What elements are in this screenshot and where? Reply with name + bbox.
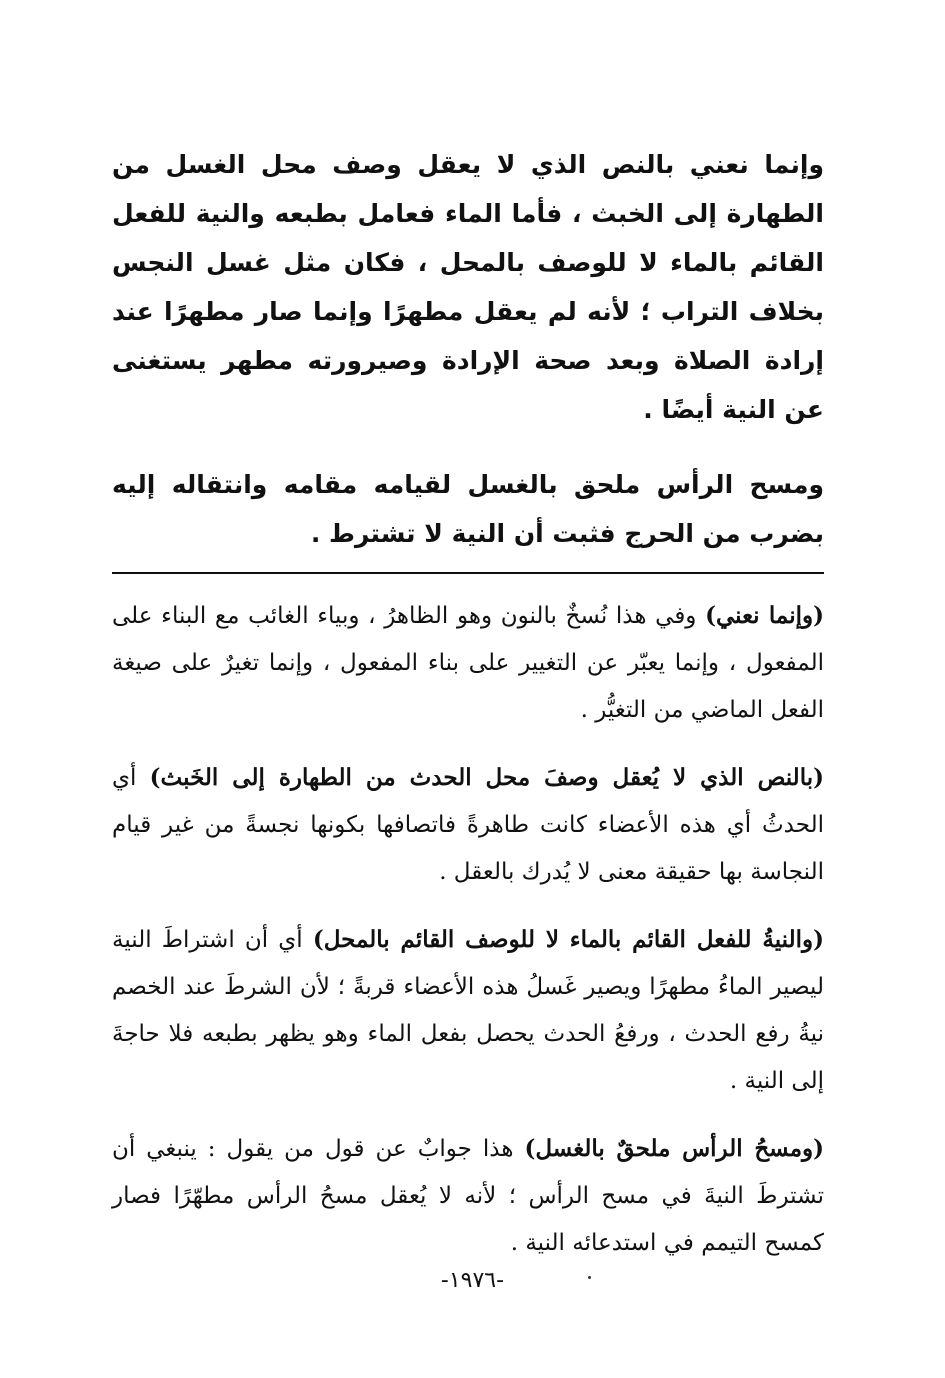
commentary-paragraph-4 [112,1125,824,1267]
commentary-lemma: (وإنما نعني) [705,602,824,629]
page-number: -١٩٧٦- [440,1268,505,1293]
commentary-lemma: (بالنص الذي لا يُعقل وصفَ محل الحدث من الطهارة إلى الخَبث) [149,764,824,791]
main-paragraph-1: وإنما نعني بالنص الذي لا يعقل وصف محل الغسل من الطهارة إلى الخبث ، فأما الماء فعامل بطبعه والنية للفعل القائم بالماء لا للوصف بالمحل ، فكان مثل غسل النجس بخلاف التراب ؛ لأنه لم يعقل مطهرًا وإنما صار مطهرًا عند إرادة الصلاة وبعد صحة الإرادة وصيرورته مطهر يستغنى عن النية أيضًا . [112,150,824,424]
commentary [112,592,824,1267]
commentary-paragraph-1 [112,592,824,734]
main-text [112,140,824,558]
page-body [112,140,824,1287]
commentary-text: أي أن اشتراطَ النية ليصير الماءُ مطهرًا ويصير غَسلُ هذه الأعضاء قربةً ؛ لأن الشرطَ عند الخصم نيةُ رفع الحدث ، ورفعُ الحدث يحصل بفعل الماء وهو يظهر بطبعه فلا حاجةَ إلى النية . [112,927,824,1094]
commentary-text: أي الحدثُ أي هذه الأعضاء كانت طاهرةً فاتصافها بكونها نجسةً من غير قيام النجاسة بها حقيقة معنى لا يُدرك بالعقل . [112,765,824,885]
main-paragraph-2: ومسح الرأس ملحق بالغسل لقيامه مقامه وانتقاله إليه بضرب من الحرج فثبت أن النية لا تشترط . [112,470,824,548]
commentary-text: وفي هذا نُسخٌ بالنون وهو الظاهرُ ، وبياء الغائب مع البناء على المفعول ، وإنما يعبّر عن التغيير على بناء المفعول ، وإنما تغيرٌ على صيغة الفعل الماضي من التغيُّر . [112,603,824,723]
commentary-paragraph-2 [112,754,824,896]
commentary-paragraph-3 [112,916,824,1105]
commentary-lemma: (والنيةُ للفعل القائم بالماء لا للوصف القائم بالمحل) [312,926,824,953]
footnote-separator [112,572,824,574]
commentary-lemma: (ومسحُ الرأس ملحقٌ بالغسل) [524,1135,824,1162]
commentary-text: هذا جوابٌ عن قول من يقول : ينبغي أن تشترطَ النيةَ في مسح الرأس ؛ لأنه لا يُعقل مسحُ الرأس مطهّرًا فصار كمسح التيمم في استدعائه النية . [112,1136,824,1256]
